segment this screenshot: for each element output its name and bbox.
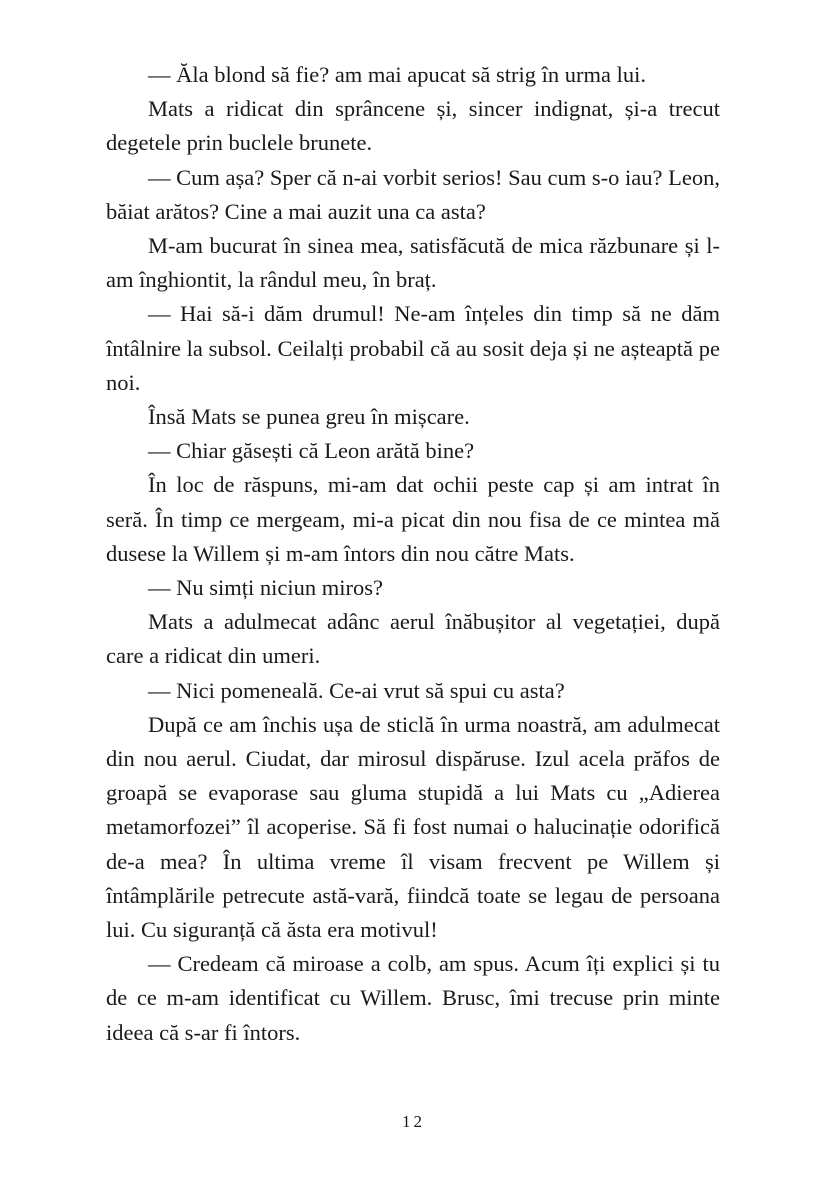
paragraph: După ce am închis ușa de sticlă în urma noastră, am adulmecat din nou aerul. Ciudat, dar mirosul dispăruse. Izul acela prăfos de groapă se evaporase sau gluma stupidă a lui Mats cu „Adierea metamorfozei” îl acoperise. Să fi fost numai o halucinație odorifică de-a mea? În ultima vreme îl visam frecvent pe Willem și întâmplările petrecute astă-vară, fiindcă toate se legau de persoana lui. Cu siguranță că ăsta era motivul! [106, 711, 720, 943]
paragraph: — Nici pomeneală. Ce-ai vrut să spui cu asta? [148, 677, 565, 703]
paragraph: — Ăla blond să fie? am mai apucat să strig în urma lui. [148, 62, 646, 87]
paragraph: — Cum așa? Sper că n-ai vorbit serios! Sau cum s-o iau? Leon, băiat arătos? Cine a mai auzit una ca asta? [106, 164, 720, 224]
page-number: 12 [402, 1112, 425, 1131]
paragraph: M-am bucurat în sinea mea, satisfăcută de mica răzbunare și l-am înghiontit, la rândul meu, în braț. [106, 233, 720, 293]
paragraph: — Credeam că miroase a colb, am spus. Acum îți explici și tu de ce m-am identificat cu Willem. Brusc, îmi trecuse prin minte ideea că s-ar fi întors. [106, 951, 720, 1045]
paragraph: — Chiar găsești că Leon arătă bine? [148, 438, 475, 464]
paragraph: În loc de răspuns, mi-am dat ochii peste cap și am intrat în seră. În timp ce mergeam, mi-a picat din nou fisa de ce mintea mă dusese la Willem și m-am întors din nou către Mats. [106, 472, 720, 566]
page-body [106, 58, 720, 1050]
paragraph: Însă Mats se punea greu în mișcare. [148, 404, 470, 430]
paragraph: Mats a adulmecat adânc aerul înăbușitor al vegetației, după care a ridicat din umeri. [106, 609, 720, 669]
paragraph: Mats a ridicat din sprâncene și, sincer indignat, și-a trecut degetele prin buclele brunete. [106, 96, 720, 156]
paragraph: — Nu simți niciun miros? [148, 575, 383, 601]
paragraph: — Hai să-i dăm drumul! Ne-am înțeles din timp să ne dăm întâlnire la subsol. Ceilalți probabil că au sosit deja și ne așteaptă pe noi. [106, 301, 720, 395]
